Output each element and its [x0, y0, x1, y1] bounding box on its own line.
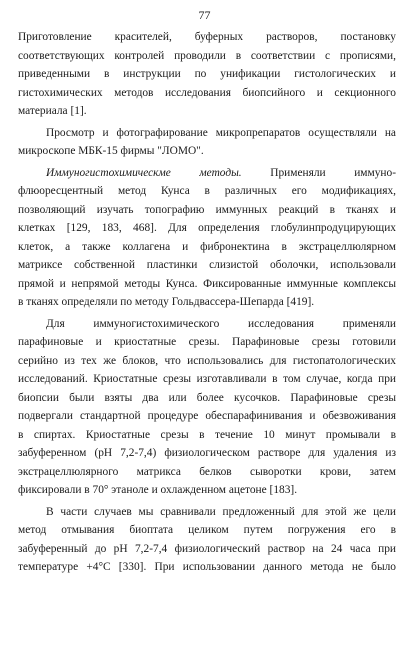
text-line: фиксировали в 70° этаноле и охлажденном ацетоне [183].	[18, 484, 298, 496]
text-line: метод отмывания биоптата целиком путем погружения его в	[18, 524, 396, 536]
text-line: температуре +4°С [330]. При использовании данного метода не было	[18, 561, 396, 573]
text-line: микроскопе МБК-15 фирмы "ЛОМО".	[18, 145, 204, 157]
text-line: клетках [129, 183, 468]. Для определения глобулинпродуцирующих	[18, 222, 396, 234]
text-line: забуференном (рН 7,2-7,4) физиологическом растворе для удаления из	[18, 447, 396, 459]
page-number: 77	[198, 8, 211, 22]
text-line: подвергали стандартной процедуре обеспарафинивания и обезвоживания	[18, 410, 396, 422]
text-line: гистохимических методов исследования биопсийного и секционного	[18, 86, 396, 99]
section-heading: Иммуногистохимическме методы.	[46, 166, 242, 179]
text-line: серийно из тех же блоков, что использовались для гистопатологических	[18, 354, 396, 367]
text-line: приведенными в инструкции по унификации гистологических и	[18, 68, 396, 80]
paragraph-sections	[18, 315, 396, 500]
text-line: соответствующих контролей проводили в соответствии с прописями,	[18, 49, 396, 62]
heading-continuation: Применяли иммуно-	[241, 166, 397, 179]
text-line: клеток, а также коллагена и фибронектина в экстрацеллюлярном	[18, 240, 396, 253]
paragraph-microscopy	[18, 124, 396, 161]
text-line: прямой и непрямой методы Кунса. Фиксированные иммунные комплексы	[18, 277, 396, 290]
paragraph-immunohistochemical-methods	[18, 164, 396, 312]
text-line: биопсии были взяты два или более кусочков. Парафиновые срезы	[18, 391, 396, 404]
text-line: В части случаев мы сравнивали предложенный для этой же цели	[46, 505, 396, 518]
text-line: в тканях определяли по методу Гольдвассера-Шепарда [419].	[18, 296, 315, 308]
text-line: экстрацеллюлярного матрикса белков сыворотки крови, затем	[18, 465, 396, 478]
paragraph-dyes	[18, 28, 396, 121]
text-line: парафиновые и криостатные срезы. Парафиновые срезы готовили	[18, 336, 396, 348]
paragraph-comparison	[18, 503, 396, 577]
document-body	[18, 28, 396, 580]
text-line: матриксе собственной пластинки слизистой оболочки, использовали	[18, 259, 396, 271]
text-line: в спиртах. Криостатные срезы в течение 10 минут промывали в	[18, 428, 396, 441]
text-line: флюоресцентный метод Кунса в различных его модификациях,	[18, 185, 396, 197]
text-line: Для иммуногистохимического исследования применяли	[46, 317, 396, 330]
text-line: исследований. Криостатные срезы изготавливали в том случае, когда при	[18, 373, 396, 385]
text-line	[18, 164, 396, 183]
text-line: материала [1].	[18, 105, 87, 117]
text-line: Приготовление красителей, буферных растворов, постановку	[18, 31, 396, 43]
text-line: позволяющий изучать топографию иммунных реакций в тканях и	[18, 203, 396, 216]
text-line: забуференный до рН 7,2-7,4 физиологический раствор на 24 часа при	[18, 542, 396, 555]
text-line: Просмотр и фотографирование микропрепаратов осуществляли на	[46, 126, 396, 139]
